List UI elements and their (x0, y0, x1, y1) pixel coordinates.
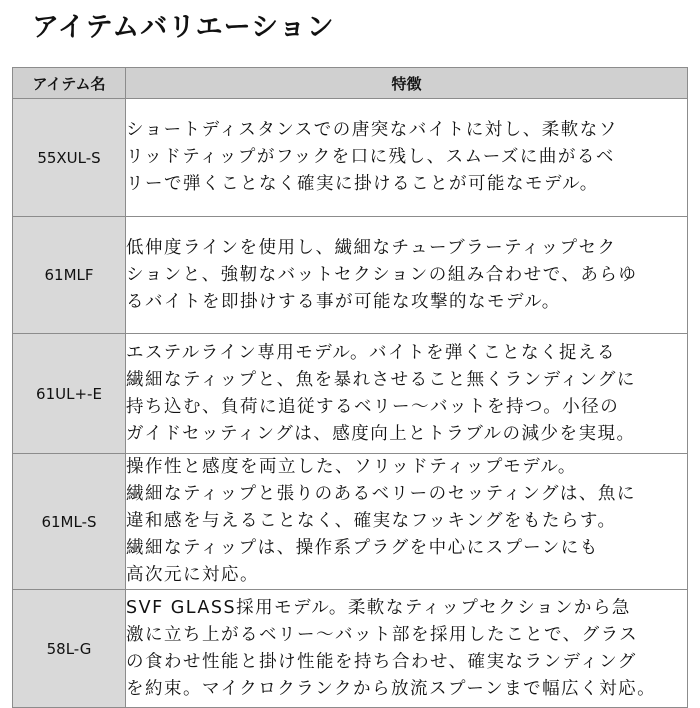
table-row (13, 590, 688, 708)
feature-cell: 低伸度ラインを使用し、繊細なチューブラーティップセク ションと、強靭なバットセクションの組み合わせで、あらゆ るバイトを即掛けする事が可能な攻撃的なモデル。 (126, 217, 688, 334)
header-feature: 特徴 (126, 68, 688, 99)
header-item-name: アイテム名 (13, 68, 126, 99)
table-row (13, 99, 688, 217)
table-row (13, 454, 688, 590)
table-header-row (13, 68, 688, 99)
item-name-cell: 61UL+-E (13, 334, 126, 454)
item-name-cell: 61MLF (13, 217, 126, 334)
page-title: アイテムバリエーション (32, 12, 335, 43)
feature-cell: ショートディスタンスでの唐突なバイトに対し、柔軟なソ リッドティップがフックを口に残し、スムーズに曲がるベ リーで弾くことなく確実に掛けることが可能なモデル。 (126, 99, 688, 217)
item-name-cell: 55XUL-S (13, 99, 126, 217)
item-variation-table (12, 67, 688, 708)
table-row (13, 217, 688, 334)
item-name-cell: 61ML-S (13, 454, 126, 590)
table-row (13, 334, 688, 454)
item-name-cell: 58L-G (13, 590, 126, 708)
feature-cell: 操作性と感度を両立した、ソリッドティップモデル。 繊細なティップと張りのあるベリーのセッティングは、魚に 違和感を与えることなく、確実なフッキングをもたらす。 繊細なティップは、操作系プラグを中心にスプーンにも 高次元に対応。 (126, 454, 688, 590)
feature-cell: エステルライン専用モデル。バイトを弾くことなく捉える 繊細なティップと、魚を暴れさせること無くランディングに 持ち込む、負荷に追従するベリー～バットを持つ。小径の ガイドセッティングは、感度向上とトラブルの減少を実現。 (126, 334, 688, 454)
feature-cell: SVF GLASS採用モデル。柔軟なティップセクションから急 激に立ち上がるベリー～バット部を採用したことで、グラス の食わせ性能と掛け性能を持ち合わせ、確実なランディング を約束。マイクロクランクから放流スプーンまで幅広く対応。 (126, 590, 688, 708)
